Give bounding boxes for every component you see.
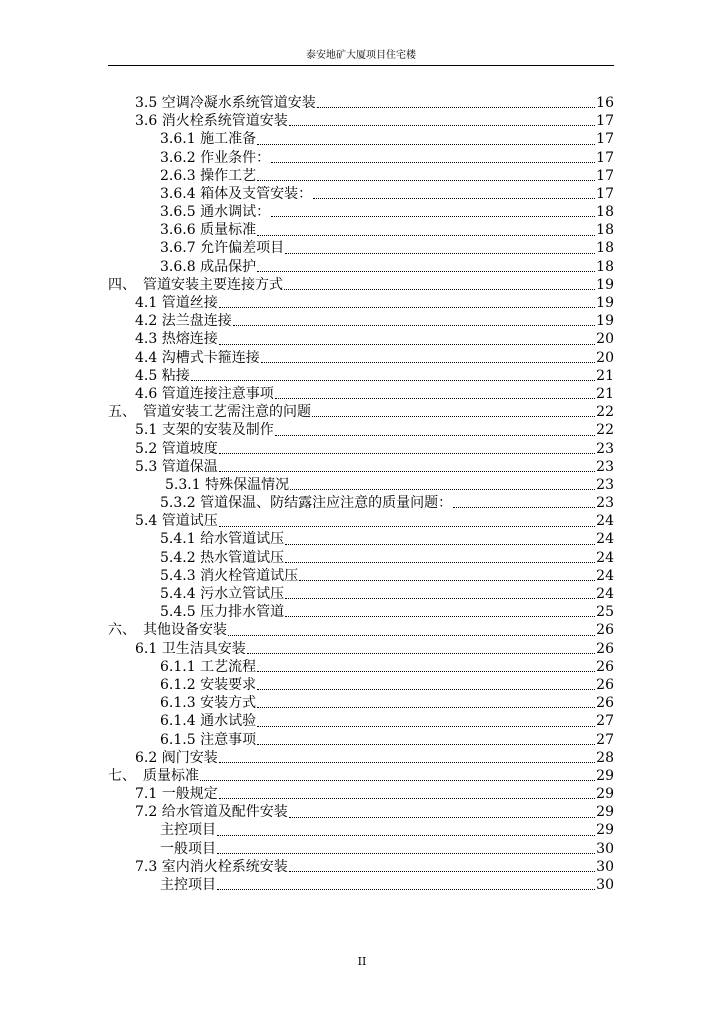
toc-entry-page: 26 [596, 658, 614, 675]
toc-entry[interactable] [108, 312, 614, 330]
dot-leader [275, 435, 595, 436]
toc-entry[interactable] [108, 240, 614, 258]
toc-entry-page: 23 [596, 495, 614, 512]
toc-entry[interactable] [108, 767, 614, 785]
toc-entry-label: 3.5 空调冷凝水系统管道安装 [135, 94, 316, 111]
toc-entry-page: 30 [596, 858, 614, 875]
toc-entry-label: 3.6.4 箱体及支管安装： [160, 185, 313, 202]
toc-entry[interactable] [108, 330, 614, 348]
toc-entry[interactable] [108, 221, 614, 239]
toc-entry-page: 30 [596, 840, 614, 857]
toc-entry[interactable] [108, 531, 614, 549]
dot-leader [217, 853, 595, 854]
dot-leader [289, 817, 595, 818]
toc-entry-page: 29 [596, 822, 614, 839]
toc-entry[interactable] [108, 94, 614, 112]
toc-entry-label: 五、 管道安装工艺需注意的问题 [108, 404, 311, 421]
toc-entry[interactable] [108, 276, 614, 294]
dot-leader [257, 726, 595, 727]
toc-entry-page: 29 [596, 786, 614, 803]
toc-entry[interactable] [108, 476, 614, 494]
toc-entry-label: 5.4.3 消火栓管道试压 [160, 567, 299, 584]
toc-entry[interactable] [108, 749, 614, 767]
dot-leader [257, 180, 595, 181]
toc-entry-page: 30 [596, 877, 614, 894]
toc-entry-page: 24 [596, 586, 614, 603]
toc-entry[interactable] [108, 712, 614, 730]
toc-entry[interactable] [108, 658, 614, 676]
dot-leader [261, 362, 595, 363]
dot-leader [271, 216, 595, 217]
dot-leader [228, 635, 595, 636]
toc-entry-label: 7.3 室内消火栓系统安装 [135, 858, 288, 875]
toc-entry[interactable] [108, 822, 614, 840]
toc-entry-page: 24 [596, 531, 614, 548]
toc-entry-page: 17 [596, 167, 614, 184]
toc-entry-label: 6.1.2 安装要求 [160, 676, 257, 693]
toc-entry-page: 17 [596, 149, 614, 166]
dot-leader [257, 707, 595, 708]
dot-leader [257, 235, 595, 236]
toc-entry-page: 29 [596, 804, 614, 821]
toc-entry[interactable] [108, 203, 614, 221]
toc-entry-page: 19 [596, 313, 614, 330]
toc-entry-label: 2.6.3 操作工艺 [160, 167, 257, 184]
toc-entry-page: 19 [596, 295, 614, 312]
toc-entry[interactable] [108, 731, 614, 749]
toc-entry-label: 5.3 管道保温 [135, 458, 218, 475]
toc-entry-label: 一般项目 [160, 840, 216, 857]
table-of-contents [108, 94, 614, 894]
toc-entry-label: 3.6.5 通水调试： [160, 204, 271, 221]
toc-entry[interactable] [108, 403, 614, 421]
toc-entry-label: 主控项目 [160, 877, 216, 894]
toc-entry-page: 18 [596, 240, 614, 257]
toc-entry[interactable] [108, 694, 614, 712]
toc-entry-label: 5.4.1 给水管道试压 [160, 531, 285, 548]
dot-leader [191, 380, 595, 381]
toc-entry-label: 5.3.1 特殊保温情况 [165, 476, 290, 493]
dot-leader [219, 762, 595, 763]
dot-leader [275, 398, 595, 399]
toc-entry-label: 4.4 沟槽式卡箍连接 [135, 349, 260, 366]
toc-entry[interactable] [108, 440, 614, 458]
dot-leader [285, 544, 595, 545]
dot-leader [289, 871, 595, 872]
toc-entry-label: 5.4.4 污水立管试压 [160, 586, 285, 603]
toc-entry-label: 4.1 管道丝接 [135, 295, 218, 312]
toc-entry[interactable] [108, 803, 614, 821]
toc-entry[interactable] [108, 458, 614, 476]
toc-entry-page: 20 [596, 331, 614, 348]
toc-entry-label: 3.6.1 施工准备 [160, 131, 257, 148]
toc-entry[interactable] [108, 130, 614, 148]
toc-entry-label: 4.3 热熔连接 [135, 331, 218, 348]
toc-entry-page: 25 [596, 604, 614, 621]
dot-leader [257, 744, 595, 745]
toc-entry-page: 21 [596, 367, 614, 384]
dot-leader [317, 107, 595, 108]
toc-entry-label: 7.1 一般规定 [135, 786, 218, 803]
toc-entry[interactable] [108, 494, 614, 512]
toc-entry-page: 24 [596, 513, 614, 530]
toc-entry-page: 24 [596, 549, 614, 566]
toc-entry-label: 6.1.1 工艺流程 [160, 658, 257, 675]
toc-entry-page: 27 [596, 731, 614, 748]
toc-entry[interactable] [108, 603, 614, 621]
toc-entry-label: 七、 质量标准 [108, 767, 199, 784]
dot-leader [257, 144, 595, 145]
toc-entry-page: 23 [596, 440, 614, 457]
dot-leader [285, 562, 595, 563]
page-number: II [357, 955, 367, 968]
toc-entry-page: 26 [596, 676, 614, 693]
toc-entry-label: 4.6 管道连接注意事项 [135, 385, 274, 402]
dot-leader [453, 507, 595, 508]
toc-entry-label: 4.2 法兰盘连接 [135, 313, 232, 330]
dot-leader [284, 289, 595, 290]
dot-leader [247, 653, 595, 654]
toc-entry[interactable] [108, 185, 614, 203]
dot-leader [219, 453, 595, 454]
toc-entry-page: 28 [596, 749, 614, 766]
toc-entry-label: 5.4.2 热水管道试压 [160, 549, 285, 566]
toc-entry-page: 17 [596, 185, 614, 202]
toc-entry-page: 23 [596, 476, 614, 493]
toc-entry-page: 20 [596, 349, 614, 366]
toc-entry[interactable] [108, 840, 614, 858]
toc-entry-label: 4.5 粘接 [135, 367, 190, 384]
toc-entry-label: 5.3.2 管道保温、防结露注应注意的质量问题： [160, 495, 453, 512]
toc-entry-label: 六、 其他设备安装 [108, 622, 227, 639]
toc-entry-label: 主控项目 [160, 822, 216, 839]
toc-entry-label: 5.4 管道试压 [135, 513, 218, 530]
toc-entry-page: 19 [596, 276, 614, 293]
toc-entry[interactable] [108, 785, 614, 803]
toc-entry-label: 3.6.7 允许偏差项目 [160, 240, 285, 257]
dot-leader [285, 253, 595, 254]
dot-leader [219, 471, 595, 472]
toc-entry-label: 5.2 管道坡度 [135, 440, 218, 457]
toc-entry-label: 3.6 消火栓系统管道安装 [135, 113, 288, 130]
toc-entry-label: 3.6.2 作业条件： [160, 149, 271, 166]
header-rule [108, 65, 614, 66]
dot-leader [219, 526, 595, 527]
dot-leader [313, 198, 595, 199]
toc-entry-label: 6.1 卫生洁具安装 [135, 640, 246, 657]
toc-entry[interactable] [108, 367, 614, 385]
toc-entry[interactable] [108, 858, 614, 876]
dot-leader [257, 671, 595, 672]
running-header: 泰安地矿大厦项目住宅楼 [306, 50, 416, 61]
toc-entry-label: 6.1.4 通水试验 [160, 713, 257, 730]
toc-entry[interactable] [108, 294, 614, 312]
toc-entry[interactable] [108, 549, 614, 567]
dot-leader [233, 325, 595, 326]
toc-entry[interactable] [108, 676, 614, 694]
toc-entry-page: 27 [596, 713, 614, 730]
toc-entry[interactable] [108, 621, 614, 639]
dot-leader [271, 162, 595, 163]
toc-entry-label: 6.1.3 安装方式 [160, 695, 257, 712]
toc-entry-page: 23 [596, 458, 614, 475]
dot-leader [285, 616, 595, 617]
dot-leader [312, 416, 595, 417]
toc-entry-page: 21 [596, 385, 614, 402]
toc-entry[interactable] [108, 585, 614, 603]
toc-entry-page: 22 [596, 422, 614, 439]
dot-leader [217, 835, 595, 836]
dot-leader [219, 798, 595, 799]
dot-leader [285, 598, 595, 599]
toc-entry-page: 18 [596, 222, 614, 239]
toc-entry[interactable] [108, 349, 614, 367]
toc-entry-label: 3.6.6 质量标准 [160, 222, 257, 239]
toc-entry-page: 18 [596, 258, 614, 275]
dot-leader [257, 271, 595, 272]
dot-leader [257, 689, 595, 690]
toc-entry-page: 26 [596, 622, 614, 639]
toc-entry[interactable] [108, 421, 614, 439]
toc-entry[interactable] [108, 876, 614, 894]
toc-entry[interactable] [108, 567, 614, 585]
toc-entry-label: 7.2 给水管道及配件安装 [135, 804, 288, 821]
toc-entry-label: 四、 管道安装主要连接方式 [108, 276, 283, 293]
toc-entry-label: 6.2 阀门安装 [135, 749, 218, 766]
dot-leader [299, 580, 595, 581]
toc-entry[interactable] [108, 385, 614, 403]
toc-entry-page: 29 [596, 767, 614, 784]
dot-leader [217, 889, 595, 890]
toc-entry[interactable] [108, 149, 614, 167]
toc-entry-page: 24 [596, 567, 614, 584]
toc-entry-page: 16 [596, 94, 614, 111]
toc-entry[interactable] [108, 112, 614, 130]
dot-leader [219, 344, 595, 345]
dot-leader [200, 780, 595, 781]
toc-entry-page: 26 [596, 695, 614, 712]
toc-entry-label: 5.1 支架的安装及制作 [135, 422, 274, 439]
toc-entry-label: 5.4.5 压力排水管道 [160, 604, 285, 621]
toc-entry[interactable] [108, 167, 614, 185]
toc-entry[interactable] [108, 640, 614, 658]
dot-leader [290, 489, 595, 490]
toc-entry-label: 3.6.8 成品保护 [160, 258, 257, 275]
toc-entry-label: 6.1.5 注意事项 [160, 731, 257, 748]
toc-entry-page: 17 [596, 131, 614, 148]
dot-leader [219, 307, 595, 308]
toc-entry-page: 26 [596, 640, 614, 657]
toc-entry-page: 18 [596, 204, 614, 221]
toc-entry-page: 22 [596, 404, 614, 421]
toc-entry[interactable] [108, 258, 614, 276]
toc-entry-page: 17 [596, 113, 614, 130]
toc-entry[interactable] [108, 512, 614, 530]
dot-leader [289, 125, 595, 126]
